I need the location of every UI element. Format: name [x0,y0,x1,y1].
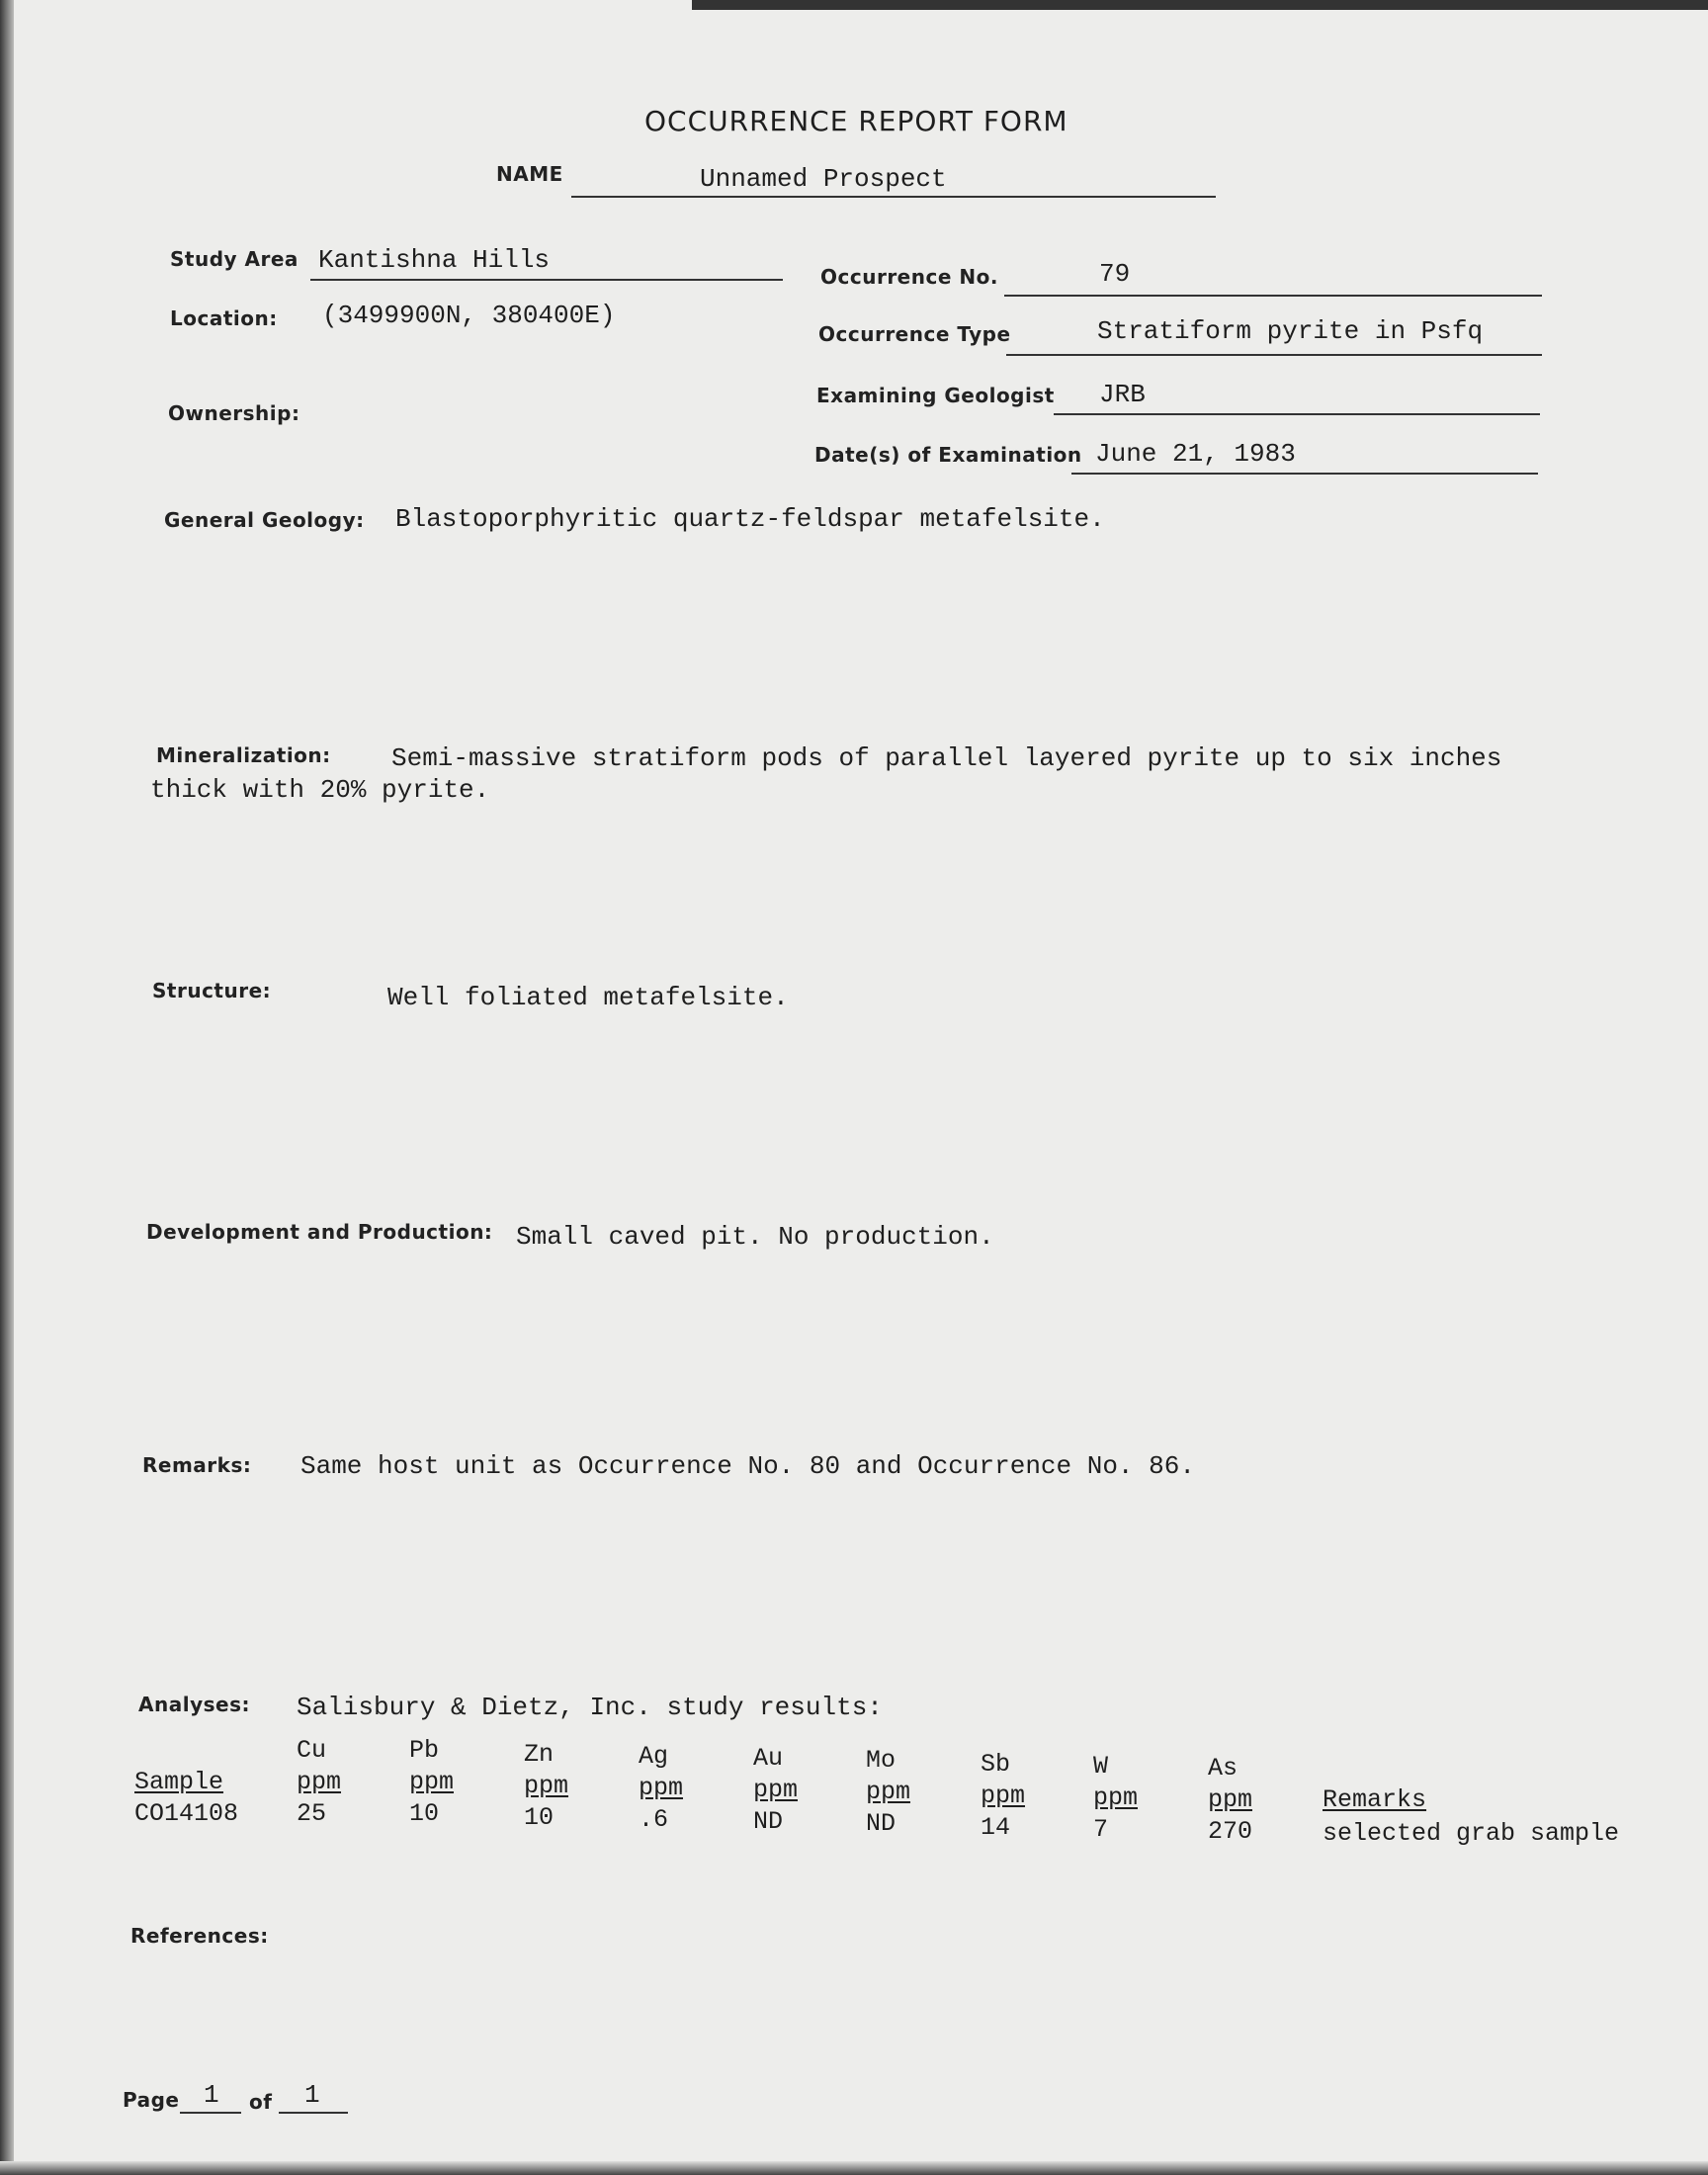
date-value: June 21, 1983 [1095,439,1296,469]
general-geology-value: Blastoporphyritic quartz-feldspar metafelsite. [395,504,1105,534]
mineralization-label: Mineralization: [156,743,331,767]
table-header-element: As [1208,1754,1238,1783]
mineralization-line1: Semi-massive stratiform pods of parallel layered pyrite up to six inches [391,743,1502,773]
table-header-unit: ppm [866,1778,911,1806]
remarks-label: Remarks: [142,1453,252,1477]
table-header-unit: ppm [753,1776,799,1804]
page-label: Page [123,2088,180,2112]
name-underline [571,196,1216,198]
occurrence-no-underline [1004,295,1542,297]
name-label: NAME [496,162,563,186]
of-value: 1 [304,2080,320,2110]
table-header-element: Au [753,1744,784,1773]
geologist-underline [1054,413,1540,415]
table-header-unit: ppm [524,1772,569,1800]
study-area-underline [310,279,783,281]
table-cell-value: ND [753,1807,784,1836]
of-underline [279,2112,348,2114]
geologist-value: JRB [1099,380,1146,409]
table-header-sample: Sample [134,1768,224,1796]
date-label: Date(s) of Examination [814,443,1082,467]
scan-edge-bottom [0,2161,1708,2175]
table-cell-value: 14 [981,1813,1011,1842]
ownership-label: Ownership: [168,401,300,425]
page-underline [180,2112,241,2114]
structure-value: Well foliated metafelsite. [387,983,789,1012]
table-cell-value: 10 [409,1799,440,1828]
scan-edge-left [0,0,14,2175]
development-label: Development and Production: [146,1220,493,1244]
table-header-unit: ppm [1093,1784,1139,1812]
table-cell-value: 270 [1208,1817,1253,1846]
geologist-label: Examining Geologist [816,384,1055,407]
table-cell-value: 7 [1093,1815,1109,1844]
table-header-remarks: Remarks [1323,1785,1427,1814]
structure-label: Structure: [152,979,272,1002]
occurrence-no-value: 79 [1099,259,1131,289]
name-value: Unnamed Prospect [700,164,947,194]
location-value: (3499900N, 380400E) [322,301,616,330]
study-area-value: Kantishna Hills [318,245,551,275]
table-cell-sample: CO14108 [134,1799,239,1828]
occurrence-type-value: Stratiform pyrite in Psfq [1097,316,1484,346]
table-header-unit: ppm [639,1774,684,1802]
scan-edge-top [692,0,1708,10]
table-header-unit: ppm [409,1768,455,1796]
page-value: 1 [204,2080,219,2110]
table-header-element: Ag [639,1742,669,1771]
table-cell-value: ND [866,1809,897,1838]
study-area-label: Study Area [170,247,299,271]
remarks-value: Same host unit as Occurrence No. 80 and Occurrence No. 86. [300,1451,1195,1481]
table-header-unit: ppm [297,1768,342,1796]
analyses-value: Salisbury & Dietz, Inc. study results: [297,1693,883,1722]
table-header-unit: ppm [1208,1785,1253,1814]
mineralization-line2: thick with 20% pyrite. [150,775,490,805]
occurrence-no-label: Occurrence No. [820,265,998,289]
location-label: Location: [170,306,278,330]
table-header-element: Cu [297,1736,327,1765]
table-header-element: Sb [981,1750,1011,1779]
form-title: OCCURRENCE REPORT FORM [644,105,1068,137]
table-header-unit: ppm [981,1782,1026,1810]
occurrence-type-label: Occurrence Type [818,322,1011,346]
table-cell-value: 25 [297,1799,327,1828]
table-header-element: Zn [524,1740,555,1769]
analyses-label: Analyses: [138,1693,250,1716]
table-cell-remarks: selected grab sample [1323,1819,1620,1848]
date-underline [1071,473,1538,475]
table-cell-value: 10 [524,1803,555,1832]
table-header-element: W [1093,1752,1109,1781]
table-header-element: Mo [866,1746,897,1775]
references-label: References: [130,1924,269,1948]
occurrence-type-underline [1006,354,1542,356]
of-label: of [249,2090,273,2114]
development-value: Small caved pit. No production. [516,1222,994,1252]
table-header-element: Pb [409,1736,440,1765]
general-geology-label: General Geology: [164,508,365,532]
table-cell-value: .6 [639,1805,669,1834]
